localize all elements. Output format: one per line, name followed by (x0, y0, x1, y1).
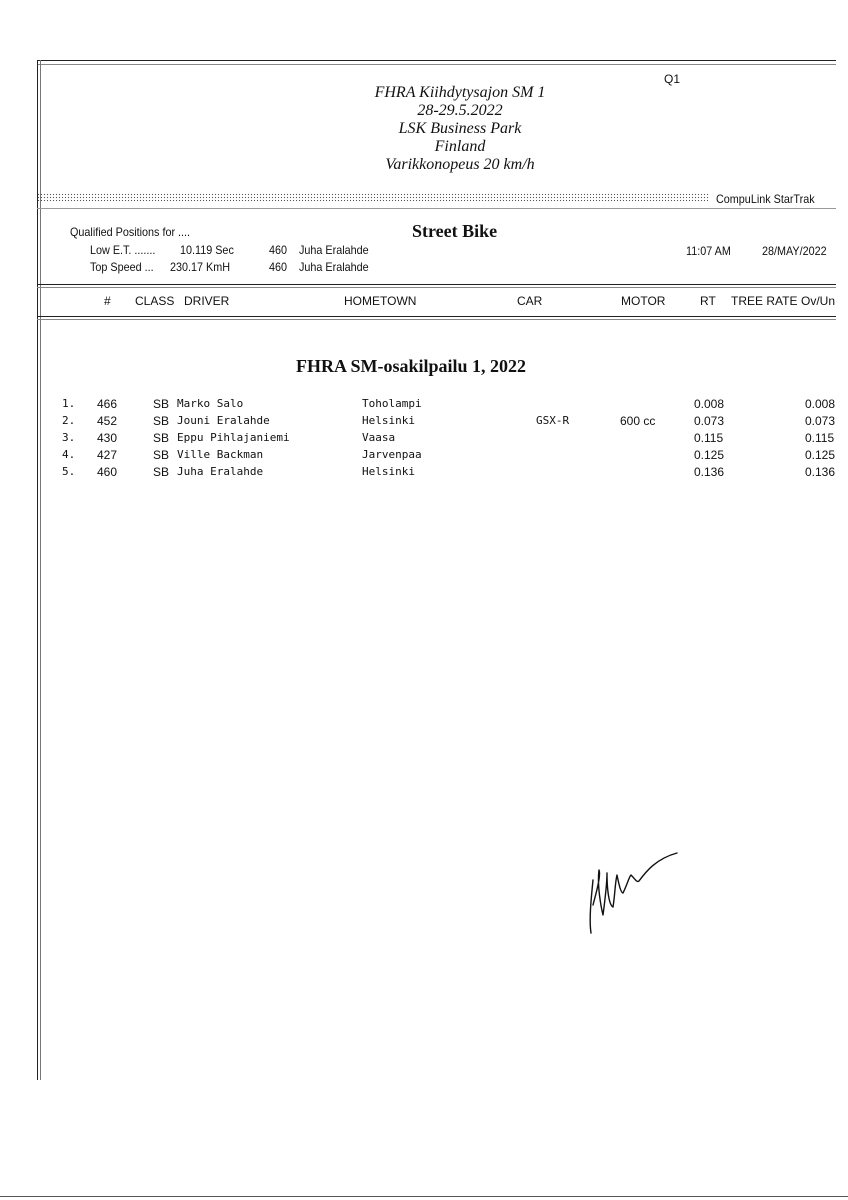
report-date: 28/MAY/2022 (762, 244, 827, 258)
low-et-value: 10.119 Sec (180, 243, 234, 257)
row-ovun: 0.125 (805, 448, 836, 462)
col-rt: RT (700, 294, 716, 308)
row-ovun: 0.115 (805, 431, 835, 445)
row-position: 3. (62, 431, 76, 444)
left-border (37, 60, 38, 1080)
row-rt: 0.008 (694, 397, 725, 411)
event-venue: LSK Business Park (398, 120, 522, 137)
table-row (0, 465, 848, 482)
col-hometown: HOMETOWN (344, 294, 417, 308)
row-ovun: 0.136 (805, 465, 836, 479)
header-divider (37, 208, 836, 209)
col-driver: DRIVER (184, 294, 230, 308)
columns-top-line (37, 284, 836, 285)
signature-icon (585, 845, 685, 940)
row-hometown: Helsinki (362, 465, 415, 478)
event-header (310, 84, 610, 174)
table-row (0, 414, 848, 431)
top-border-inner (37, 64, 836, 65)
row-ovun: 0.073 (805, 414, 836, 428)
row-class: SB (153, 448, 170, 462)
row-hometown: Helsinki (362, 414, 415, 427)
row-rt: 0.125 (694, 448, 725, 462)
col-tree-rate: TREE RATE (731, 294, 798, 308)
low-et-driver: Juha Eralahde (299, 243, 369, 257)
row-number: 430 (97, 431, 118, 445)
row-motor: 600 cc (620, 414, 656, 428)
row-rt: 0.136 (694, 465, 725, 479)
left-border-inner (40, 60, 41, 1080)
row-position: 2. (62, 414, 76, 427)
page-code: Q1 (664, 72, 681, 86)
columns-bottom-line (37, 316, 836, 317)
row-driver: Eppu Pihlajaniemi (177, 431, 290, 444)
row-number: 460 (97, 465, 118, 479)
top-speed-value: 230.17 KmH (170, 260, 231, 274)
table-row (0, 431, 848, 448)
section-title: FHRA SM-osakilpailu 1, 2022 (296, 356, 527, 376)
low-et-number: 460 (269, 243, 288, 257)
event-title: FHRA Kiihdytysajon SM 1 (374, 84, 546, 101)
row-rt: 0.115 (694, 431, 724, 445)
row-number: 452 (97, 414, 118, 428)
col-num: # (104, 294, 111, 308)
row-driver: Juha Eralahde (177, 465, 264, 478)
row-hometown: Jarvenpaa (362, 448, 422, 461)
top-speed-number: 460 (269, 260, 288, 274)
low-et-label: Low E.T. ....... (90, 243, 156, 257)
system-brand: CompuLink StarTrak (716, 192, 815, 206)
bottom-edge-line (0, 1196, 848, 1197)
table-row (0, 397, 848, 414)
row-hometown: Vaasa (362, 431, 396, 444)
col-motor: MOTOR (621, 294, 666, 308)
class-title: Street Bike (412, 221, 498, 241)
col-car: CAR (517, 294, 543, 308)
row-number: 466 (97, 397, 118, 411)
row-hometown: Toholampi (362, 397, 422, 410)
row-class: SB (153, 414, 170, 428)
row-car: GSX-R (536, 414, 570, 427)
row-position: 5. (62, 465, 76, 478)
columns-bottom-line-2 (37, 319, 836, 320)
report-time: 11:07 AM (686, 244, 731, 258)
row-number: 427 (97, 448, 118, 462)
row-ovun: 0.008 (805, 397, 836, 411)
row-class: SB (153, 465, 170, 479)
event-country: Finland (434, 138, 486, 155)
dotted-separator (37, 193, 709, 202)
row-class: SB (153, 397, 170, 411)
row-driver: Jouni Eralahde (177, 414, 270, 427)
columns-top-line-2 (37, 287, 836, 288)
event-dates: 28-29.5.2022 (417, 102, 503, 119)
row-driver: Marko Salo (177, 397, 244, 410)
row-driver: Ville Backman (177, 448, 264, 461)
col-ovun: Ov/Un (801, 294, 836, 308)
row-position: 4. (62, 448, 76, 461)
table-row (0, 448, 848, 465)
qualified-heading: Qualified Positions for .... (70, 225, 191, 239)
row-class: SB (153, 431, 170, 445)
row-rt: 0.073 (694, 414, 725, 428)
top-border (37, 60, 836, 61)
row-position: 1. (62, 397, 76, 410)
top-speed-driver: Juha Eralahde (299, 260, 369, 274)
col-class: CLASS (135, 294, 175, 308)
event-pit-speed: Varikkonopeus 20 km/h (385, 156, 535, 173)
top-speed-label: Top Speed ... (90, 260, 154, 274)
